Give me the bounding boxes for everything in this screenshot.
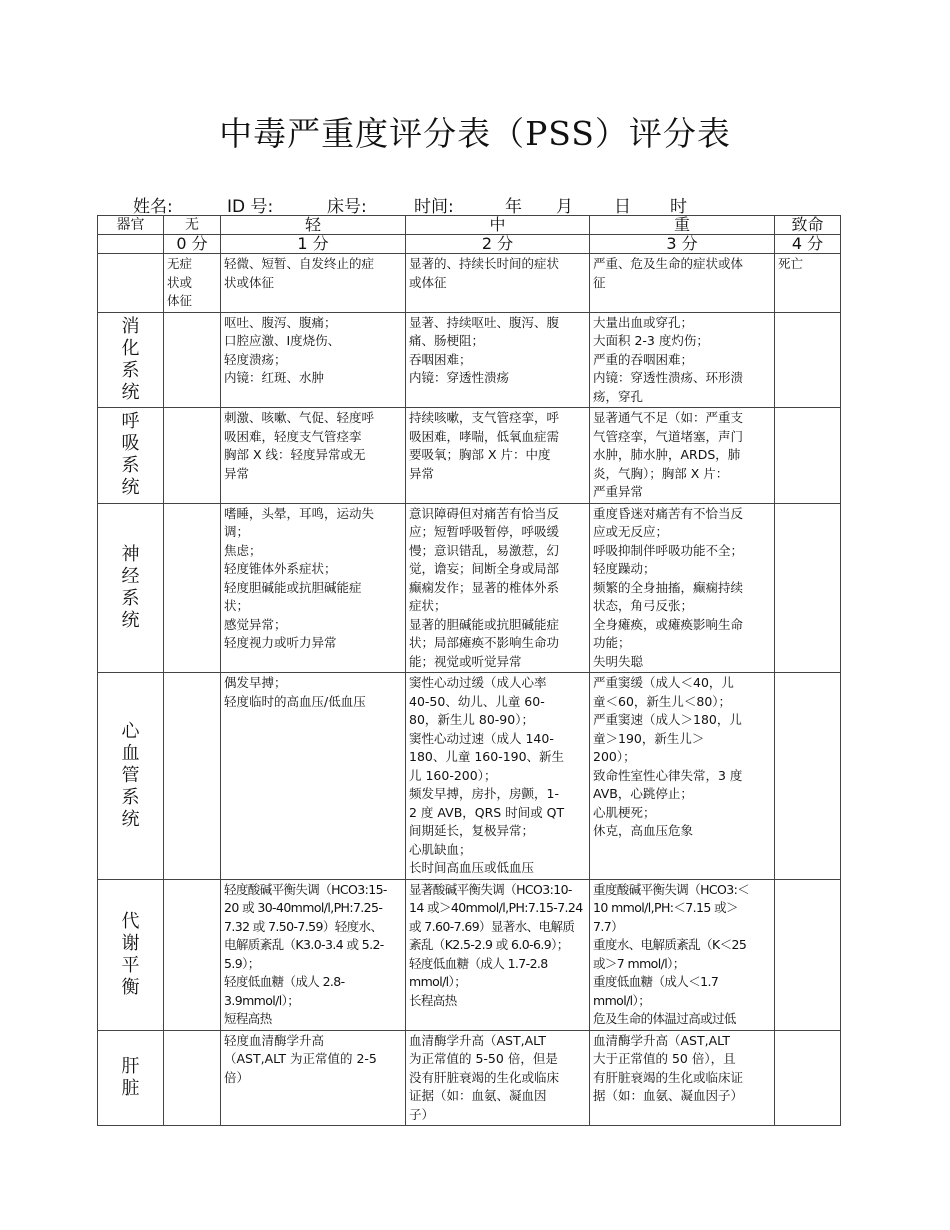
year-label: 年 (505, 197, 522, 217)
cell-line: 心肌梗死； (593, 804, 656, 820)
cell-line: 失明失聪 (593, 653, 644, 669)
cell-line: 轻度躁动； (593, 561, 656, 576)
cell-line: 频发早搏，房扑，房颤，1- (409, 786, 559, 801)
mild-cell (221, 312, 406, 408)
cell-line: 电解质紊乱（K3.0-3.4 或 5.2- (224, 937, 384, 952)
cell-line: 呼吸抑制伴呼吸功能不全； (593, 542, 744, 558)
mild-cell (221, 1030, 406, 1126)
cell-line: 窦性心动过速（成人 140- (409, 730, 554, 746)
day-label: 日 (614, 197, 631, 217)
cell-line: 全身瘫痪，或瘫痪影响生命 (593, 616, 744, 632)
cell-line: 征 (593, 274, 606, 290)
cell-line: 吞咽困难； (409, 351, 472, 367)
cell-line: mmol/l）； (593, 992, 651, 1008)
cell-line: 状或 (167, 274, 193, 290)
cell-line: 证据（如：血氨、凝血因 (409, 1088, 547, 1103)
mild-cell (221, 879, 406, 1030)
cell-line: 癫痫发作；显著的椎体外系 (409, 579, 560, 595)
cell-line: 痛、肠梗阻； (409, 333, 485, 348)
cell-line: 轻度溃疡； (224, 351, 287, 367)
none-cell (164, 879, 221, 1030)
severe-cell (590, 408, 775, 504)
severe-cell (590, 312, 775, 408)
cell-line: 口腔应激、Ⅰ度烧伤、 (224, 333, 341, 348)
cell-line: 显著酸碱平衡失调（HCO3:10- (409, 881, 572, 897)
fatal-cell (775, 673, 841, 880)
cell-line: 轻度低血糖（成人 2.8- (224, 974, 345, 989)
cell-line: 内镜：红斑、水肿 (224, 370, 325, 385)
cell-line: 5.9）； (224, 955, 260, 971)
fatal-cell (775, 312, 841, 408)
cell-line: 频繁的全身抽搐，癫痫持续 (593, 579, 744, 595)
score-4: 4 分 (775, 235, 841, 254)
organ-label: 神经系统 (98, 503, 164, 673)
general-mild (221, 254, 406, 313)
score-1: 1 分 (221, 235, 406, 254)
cell-line: 轻度锥体外系症状； (224, 561, 337, 576)
cell-line: 无症 (167, 256, 193, 271)
cell-line: 觉，谵妄；间断全身或局部 (409, 561, 560, 576)
cell-line: 要吸氧；胸部 X 片：中度 (409, 447, 551, 462)
cell-line: 轻微、短暂、自发终止的症 (224, 256, 375, 271)
cell-line: 水肿，肺水肿，ARDS，肺 (593, 447, 741, 462)
cell-line: 慢；意识错乱，易激惹，幻 (409, 542, 560, 558)
cell-line: 吸困难，哮喘，低氧血症需 (409, 428, 560, 444)
cell-line: 胸部 X 线：轻度异常或无 (224, 447, 366, 462)
cell-line: 重度水、电解质紊乱（K＜25 (593, 937, 747, 952)
general-organ (98, 254, 164, 313)
cell-line: 异常 (409, 465, 435, 481)
moderate-cell (406, 503, 590, 673)
none-cell (164, 673, 221, 880)
none-cell (164, 503, 221, 673)
cell-line: 疡，穿孔 (593, 388, 644, 404)
cell-line: 重度低血糖（成人＜1.7 (593, 974, 719, 989)
cell-line: 180、儿童 160-190、新生 (409, 749, 565, 764)
cell-line: 或＞7 mmol/l）； (593, 955, 685, 971)
moderate-cell (406, 1030, 590, 1126)
mild-cell (221, 503, 406, 673)
mild-cell (221, 673, 406, 880)
pss-table (97, 215, 841, 1126)
cell-line: 或体征 (409, 274, 447, 290)
cell-line: 显著的胆碱能或抗胆碱能症 (409, 616, 560, 632)
cell-line: 状； (224, 598, 250, 613)
cell-line: 气管痉挛，气道堵塞，声门 (593, 428, 744, 444)
table-row (98, 503, 841, 673)
cell-line: 大量出血或穿孔； (593, 314, 694, 330)
cell-line: 炎，气胸）；胸部 X 片： (593, 465, 729, 481)
none-cell (164, 312, 221, 408)
cell-line: 持续咳嗽，支气管痉挛，呼 (409, 410, 560, 425)
cell-line: 紊乱（K2.5-2.9 或 6.0-6.9）； (409, 937, 569, 952)
cell-line: 或 7.60-7.69）显著水、电解质 (409, 918, 575, 934)
cell-line: 内镜：穿透性溃疡、环形溃 (593, 370, 744, 385)
score-empty (98, 235, 164, 254)
cell-line: 焦虑； (224, 542, 262, 558)
cell-line: 能；视觉或听觉异常 (409, 653, 522, 669)
score-3: 3 分 (590, 235, 775, 254)
moderate-cell (406, 673, 590, 880)
cell-line: 倍） (224, 1069, 250, 1085)
cell-line: 严重的吞咽困难； (593, 351, 694, 367)
col-severe: 重 (590, 216, 775, 235)
cell-line: 轻度胆碱能或抗胆碱能症 (224, 579, 362, 595)
cell-line: 重度酸碱平衡失调（HCO3:＜ (593, 881, 750, 897)
cell-line: 14 或＞40mmol/l,PH:7.15-7.24 (409, 900, 583, 915)
fatal-cell (775, 1030, 841, 1126)
cell-line: 呕吐、腹泻、腹痛； (224, 314, 337, 330)
cell-line: 感觉异常； (224, 616, 287, 632)
cell-line: 血清酶学升高（AST,ALT (409, 1032, 547, 1048)
severe-cell (590, 503, 775, 673)
severe-cell (590, 673, 775, 880)
col-organ: 器官 (98, 216, 164, 235)
cell-line: 严重、危及生命的症状或体 (593, 256, 744, 271)
cell-line: 大于正常值的 50 倍），且 (593, 1051, 736, 1066)
score-row (98, 235, 841, 254)
cell-line: 应；短暂呼吸暂停，呼吸缓 (409, 524, 560, 539)
fatal-cell (775, 879, 841, 1030)
cell-line: 轻度视力或听力异常 (224, 635, 337, 650)
cell-line: 血清酶学升高（AST,ALT (593, 1032, 731, 1048)
cell-line: 20 或 30-40mmol/l,PH:7.25- (224, 900, 383, 915)
name-label: 姓名: (133, 197, 173, 217)
table-row (98, 408, 841, 504)
cell-line: （AST,ALT 为正常值的 2-5 (224, 1051, 377, 1066)
cell-line: 危及生命的体温过高或过低 (593, 1011, 736, 1026)
cell-line: 刺激、咳嗽、气促、轻度呼 (224, 410, 375, 425)
col-fatal: 致命 (775, 216, 841, 235)
score-2: 2 分 (406, 235, 590, 254)
cell-line: 异常 (224, 465, 250, 481)
score-0: 0 分 (164, 235, 221, 254)
cell-line: 显著的、持续长时间的症状 (409, 256, 560, 271)
cell-line: 长程高热 (409, 992, 457, 1008)
month-label: 月 (556, 197, 573, 217)
cell-line: 40-50、幼儿、儿童 60- (409, 693, 545, 709)
cell-line: 状态，角弓反张； (593, 598, 694, 613)
general-none (164, 254, 221, 313)
cell-line: 有肝脏衰竭的生化或临床证 (593, 1069, 744, 1085)
cell-line: 严重窦缓（成人＜40，儿 (593, 675, 734, 690)
hour-label: 时 (670, 197, 687, 217)
cell-line: 心肌缺血； (409, 841, 472, 857)
cell-line: 重度昏迷对痛苦有不恰当反 (593, 505, 744, 521)
cell-line: 轻度低血糖（成人 1.7-2.8 (409, 955, 548, 971)
organ-label: 心血管系统 (98, 673, 164, 880)
organ-label: 肝脏 (98, 1030, 164, 1126)
cell-line: 致命性室性心律失常，3 度 (593, 767, 743, 783)
cell-line: 为正常值的 5-50 倍，但是 (409, 1051, 558, 1066)
table-row (98, 312, 841, 408)
moderate-cell (406, 312, 590, 408)
cell-line: AVB，心跳停止； (593, 786, 693, 801)
cell-line: 童＞190，新生儿＞ (593, 730, 705, 746)
cell-line: 死亡 (778, 256, 804, 271)
none-cell (164, 408, 221, 504)
cell-line: 7.7） (593, 918, 623, 934)
cell-line: 显著、持续呕吐、腹泻、腹 (409, 314, 560, 330)
cell-line: 状或体征 (224, 274, 275, 290)
organ-label: 消化系统 (98, 312, 164, 408)
fatal-cell (775, 408, 841, 504)
bed-label: 床号: (327, 197, 367, 217)
cell-line: 子） (409, 1106, 435, 1122)
mild-cell (221, 408, 406, 504)
general-severe (590, 254, 775, 313)
cell-line: 大面积 2-3 度灼伤； (593, 333, 709, 348)
cell-line: 显著通气不足（如：严重支 (593, 410, 744, 425)
cell-line: 童＜60，新生儿＜80）； (593, 693, 732, 709)
cell-line: 意识障碍但对痛苦有恰当反 (409, 505, 560, 521)
cell-line: mmol/l）； (409, 974, 467, 989)
col-none: 无 (164, 216, 221, 235)
cell-line: 内镜：穿透性溃疡 (409, 370, 510, 385)
cell-line: 2 度 AVB，QRS 时间或 QT (409, 804, 565, 820)
general-row (98, 254, 841, 313)
id-label: ID 号: (227, 197, 274, 217)
general-moderate (406, 254, 590, 313)
cell-line: 偶发早搏； (224, 675, 287, 690)
page-title: 中毒严重度评分表（PSS）评分表 (219, 114, 731, 153)
moderate-cell (406, 879, 590, 1030)
cell-line: 严重异常 (593, 484, 644, 499)
cell-line: 短程高热 (224, 1011, 272, 1026)
cell-line: 80，新生儿 80-90）； (409, 712, 534, 727)
cell-line: 没有肝脏衰竭的生化或临床 (409, 1069, 560, 1085)
severe-cell (590, 879, 775, 1030)
cell-line: 据（如：血氨、凝血因子） (593, 1088, 744, 1103)
severe-cell (590, 1030, 775, 1126)
header-row (98, 216, 841, 235)
cell-line: 体征 (167, 293, 193, 308)
table-row (98, 1030, 841, 1126)
cell-line: 儿 160-200）； (409, 767, 497, 783)
cell-line: 吸困难，轻度支气管痉挛 (224, 428, 362, 444)
moderate-cell (406, 408, 590, 504)
cell-line: 间期延长，复极异常； (409, 823, 535, 838)
time-label: 时间: (414, 197, 454, 217)
cell-line: 7.32 或 7.50-7.59）轻度水、 (224, 918, 383, 934)
cell-line: 休克，高血压危象 (593, 823, 694, 838)
cell-line: 症状； (409, 598, 447, 613)
table-row (98, 879, 841, 1030)
cell-line: 轻度血清酶学升高 (224, 1032, 325, 1048)
organ-label: 代谢平衡 (98, 879, 164, 1030)
organ-label: 呼吸系统 (98, 408, 164, 504)
cell-line: 应或无反应； (593, 524, 669, 539)
cell-line: 200）； (593, 749, 636, 764)
none-cell (164, 1030, 221, 1126)
cell-line: 状；局部瘫痪不影响生命功 (409, 635, 560, 650)
table-row (98, 673, 841, 880)
cell-line: 严重窦速（成人＞180，儿 (593, 712, 742, 727)
general-fatal (775, 254, 841, 313)
col-moderate: 中 (406, 216, 590, 235)
cell-line: 窦性心动过缓（成人心率 (409, 675, 547, 690)
cell-line: 轻度酸碱平衡失调（HCO3:15- (224, 881, 387, 897)
cell-line: 嗜睡，头晕，耳鸣，运动失 (224, 505, 375, 521)
cell-line: 3.9mmol/l）； (224, 992, 300, 1008)
cell-line: 轻度临时的高血压/低血压 (224, 693, 366, 709)
col-mild: 轻 (221, 216, 406, 235)
cell-line: 调； (224, 524, 250, 539)
cell-line: 功能； (593, 635, 631, 650)
cell-line: 长时间高血压或低血压 (409, 860, 535, 875)
fatal-cell (775, 503, 841, 673)
cell-line: 10 mmol/l,PH:＜7.15 或＞ (593, 900, 738, 915)
